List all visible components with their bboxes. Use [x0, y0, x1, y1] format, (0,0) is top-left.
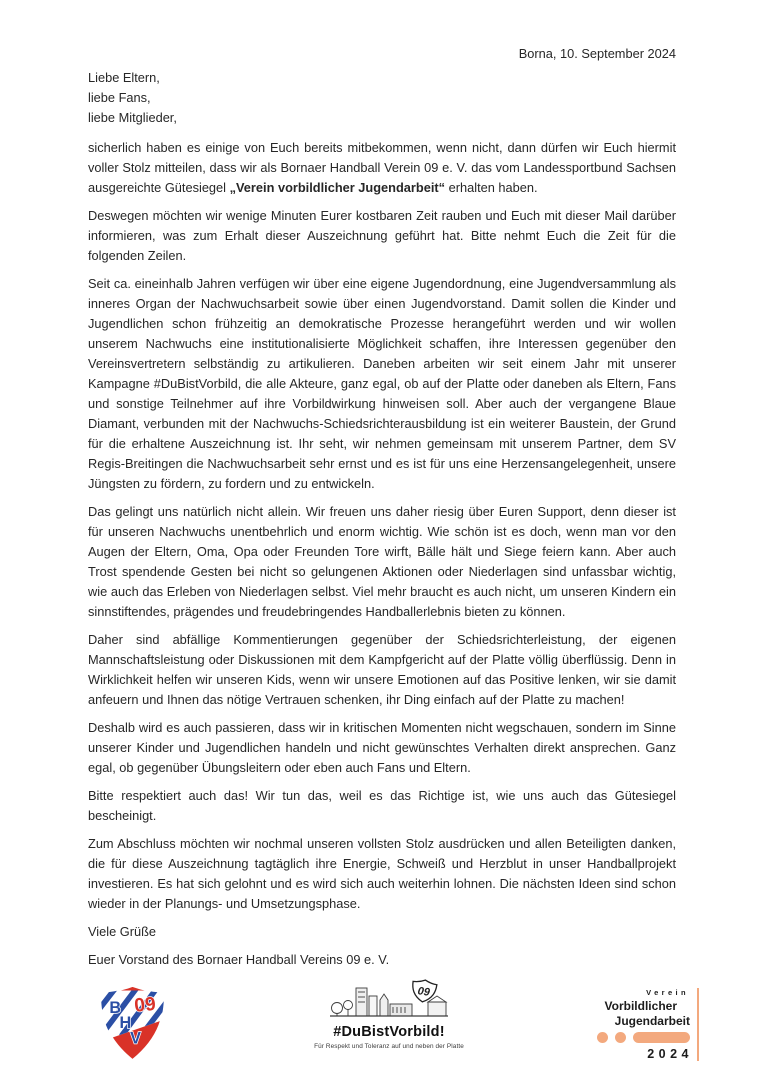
paragraph: Zum Abschluss möchten wir nochmal unseren vollsten Stolz ausdrücken und allen Beteiligten danken, die für diese Auszeichnung tagtäglich ihre Energie, Schweiß und Herzblut in unser Handballprojekt investieren. Es hat sich gelohnt und es wird sich auch weiterhin lohnen. Die nächsten Ideen sind schon wieder in der Planungs- und Umsetzungsphase. — [88, 836, 676, 911]
paragraph: Deswegen möchten wir wenige Minuten Eurer kostbaren Zeit rauben und Euch mit dieser Mail darüber informieren, was zum Erhalt dieser Auszeichnung geführt hat. Bitte nehmt Euch die Zeit für die folgenden Zeilen. — [88, 208, 676, 263]
award-shapes — [597, 1032, 690, 1043]
svg-text:09: 09 — [416, 985, 431, 999]
award-bar — [633, 1032, 690, 1043]
paragraph: Bitte respektiert auch das! Wir tun das, weil es das Richtige ist, wie uns auch das Gütesiegel bescheinigt. — [88, 788, 676, 823]
paragraph: Das gelingt uns natürlich nicht allein. Wir freuen uns daher riesig über Euren Support, denn dieser ist für unseren Nachwuchs unentbehrlich und enorm wichtig. Wie schön ist es doch, wenn man vor den Augen der Eltern, Oma, Opa oder Freunden Tore wirft, Bälle hält und Siege feiern kann. Aber auch Trost spendende Gesten bei nicht so gelungenen Aktionen oder Niederlagen sind unfassbar wichtig, wie auch das Erleben von Niederlagen selbst. Viel mehr braucht es auch nicht, um unseren Kindern ein sinnstiftendes, prägendes und freudebringendes Handballerlebnis bieten zu können. — [88, 504, 676, 619]
city-skyline-icon — [328, 978, 450, 1018]
crest-letter-h: H — [119, 1014, 132, 1033]
date-line: Borna, 10. September 2024 — [518, 46, 676, 61]
campaign-title: #DuBistVorbild! — [333, 1024, 445, 1040]
dubistvorbild-campaign-logo — [314, 978, 464, 1050]
award-line2: Jugendarbeit — [614, 1014, 690, 1028]
paragraph: Deshalb wird es auch passieren, dass wir in kritischen Momenten nicht wegschauen, sondern im Sinne unserer Kinder und Jugendlichen handeln und nicht gewünschtes Verhalten direkt ansprechen. Ganz egal, ob gegenüber Übungsleitern oder eben auch Fans und Eltern. — [88, 720, 676, 775]
paragraph-intro-post: erhalten haben. — [445, 180, 538, 195]
salutation-line: liebe Mitglieder, — [88, 110, 177, 125]
closing-line: Viele Grüße — [88, 924, 157, 939]
bhv-club-crest-logo — [99, 985, 166, 1061]
signature-line: Euer Vorstand des Bornaer Handball Vereins 09 e. V. — [88, 952, 390, 967]
letter-body — [88, 44, 676, 970]
bhv-crest-icon — [99, 985, 166, 1061]
award-dot — [615, 1032, 626, 1043]
award-line1: Vorbildlicher — [604, 999, 677, 1013]
salutation — [88, 68, 676, 128]
award-name-bold: „Verein vorbildlicher Jugendarbeit“ — [229, 180, 446, 195]
award-dot — [597, 1032, 608, 1043]
crest-letter-b: B — [109, 998, 122, 1017]
salutation-line: liebe Fans, — [88, 90, 151, 105]
award-seal-logo — [597, 988, 699, 1061]
paragraph-intro-pre: sicherlich haben es einige von Euch bereits mitbekommen, wenn nicht, dann dürfen wir Euch hiermit voller Stolz mitteilen, dass wir als Bornaer Handball Verein 09 e. V. das vom Landessportbund Sachsen ausgereichte Gütesiegel — [88, 140, 676, 195]
campaign-tagline: Für Respekt und Toleranz auf und neben der Platte — [314, 1043, 464, 1050]
paragraph: Seit ca. eineinhalb Jahren verfügen wir über eine eigene Jugendordnung, eine Jugendversammlung als inneres Organ der Nachwuchsarbeit sowie über einen Jugendvorstand. Damit sollen die Kinder und Jugendlichen schon frühzeitig an demokratische Prozesse herangeführt werden und wir wollen unserem Nachwuchs eine institutionalisierte Möglichkeit schaffen, ihre Interessen gegenüber den Vereinsvertretern selbständig zu artikulieren. Daneben arbeiten wir seit einem Jahr mit unserer Kampagne #DuBistVorbild, die alle Akteure, ganz egal, ob auf der Platte oder daneben als Eltern, Fans und sonstige Teilnehmer auf ihre Vorbildwirkung hinweisen soll. Aber auch der vergangene Blaue Diamant, verbunden mit der Nachwuchs-Schiedsrichterausbildung ist ein weiterer Baustein, der Grund für die erhaltene Auszeichnung ist. Ihr seht, wir nehmen gemeinsam mit unserem Partner, dem SV Regis-Breitingen die Nachwuchsarbeit sehr ernst und es ist für uns eine Herzensangelegenheit, unsere Jüngsten zu fördern, zu fordern und zu entwickeln. — [88, 276, 676, 491]
crest-letter-v: V — [130, 1029, 141, 1048]
salutation-line: Liebe Eltern, — [88, 70, 160, 85]
award-small-title: Verein — [646, 988, 689, 997]
crest-number: 09 — [133, 993, 157, 1017]
paragraph-intro — [88, 138, 676, 198]
paragraph: Daher sind abfällige Kommentierungen gegenüber der Schiedsrichterleistung, der eigenen Mannschaftsleistung oder Diskussionen mit dem Kampfgericht auf der Platte völlig überflüssig. Denn in Wirklichkeit helfen wir unseren Kids, wenn wir unsere Emotionen auf das Positive lenken, wir sie damit anfeuern und Ihnen das nötige Vertrauen schenken, ihr Ding einfach auf der Platte zu machen! — [88, 632, 676, 707]
award-year: 2024 — [647, 1047, 693, 1061]
